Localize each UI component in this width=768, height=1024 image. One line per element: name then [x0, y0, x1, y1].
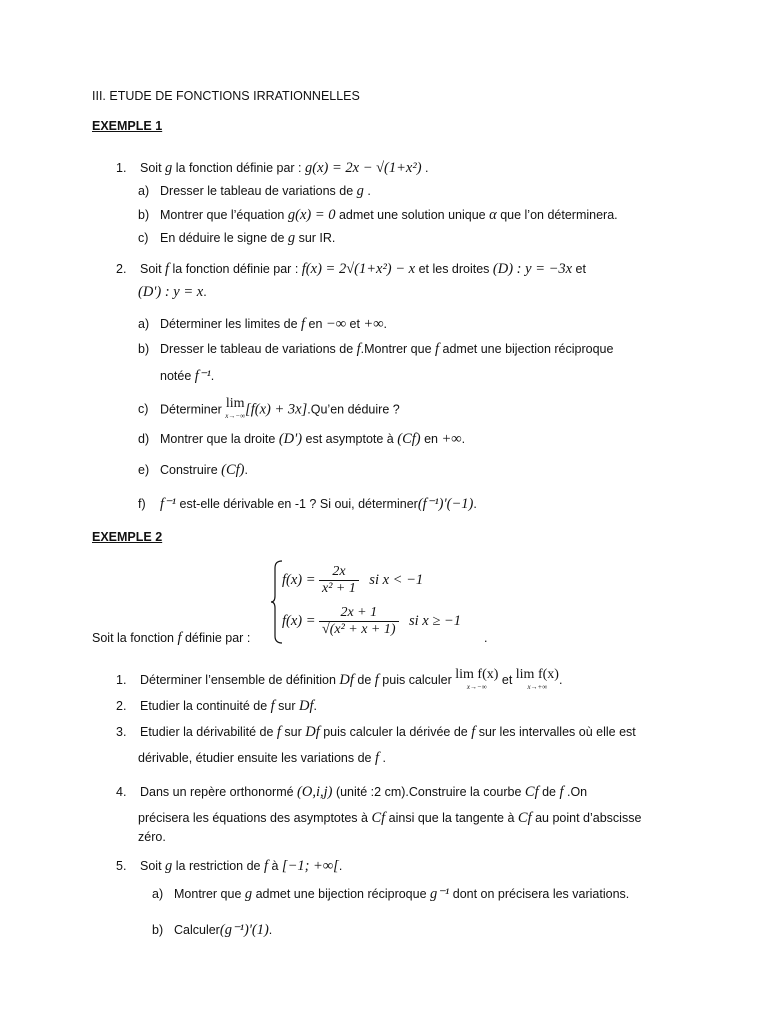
question-text: puis calculer [378, 673, 456, 687]
question-number: 2. [116, 262, 127, 276]
lim-subscript: x→+∞ [527, 682, 548, 691]
fraction-denominator: √(x² + x + 1) [319, 621, 399, 638]
ex1-question-2 [116, 261, 586, 277]
question-text: Etudier la dérivabilité de [140, 725, 277, 739]
item-text: . [244, 463, 248, 477]
ex1-q2-item-a [138, 316, 387, 332]
ex1-q2-line-d-prime [138, 284, 207, 300]
item-text: admet une bijection réciproque [252, 887, 431, 901]
question-text: . [421, 161, 429, 175]
item-text: . [363, 184, 371, 198]
lim-operator: lim f(x) [515, 666, 559, 682]
item-letter: b) [138, 208, 150, 222]
math-interval: [−1; +∞[ [281, 858, 339, 874]
math-symbol: Df [339, 672, 354, 688]
math-symbol: g [356, 183, 364, 199]
question-text: . [558, 673, 563, 687]
question-text: Soit [140, 859, 166, 873]
item-text: En déduire le signe de [160, 231, 288, 245]
ex2-question-2 [116, 698, 317, 714]
math-symbol: g⁻¹ [430, 886, 450, 902]
math-symbol: f [374, 672, 379, 688]
question-text: (unité :2 cm).Construire la courbe [332, 785, 525, 799]
ex2-question-4-line3: zéro. [138, 830, 166, 844]
fraction-numerator: 2x [332, 564, 346, 580]
question-text: de [353, 673, 375, 687]
math-symbol: −∞ [325, 316, 347, 332]
item-text: .Montrer que [360, 342, 436, 356]
item-letter: d) [138, 432, 150, 446]
question-number: 4. [116, 785, 127, 799]
fraction-denominator: x² + 1 [319, 580, 359, 597]
item-letter: f) [138, 497, 146, 511]
formula-f: f(x) = 2√(1+x²) − x [301, 261, 416, 277]
math-expression: [f(x) + 3x] [245, 401, 308, 418]
question-text: ainsi que la tangente à [385, 811, 518, 825]
math-symbol: Df [298, 698, 314, 714]
question-text: précisera les équations des asymptotes à [138, 811, 372, 825]
ex2-question-5 [116, 858, 342, 874]
item-text: est asymptote à [302, 432, 398, 446]
ex2-definition [92, 630, 250, 646]
math-symbol: g [165, 858, 173, 874]
math-symbol: g [165, 160, 173, 176]
math-expression: (O,i,j) [297, 784, 333, 800]
lim-subscript: x→−∞ [225, 412, 246, 420]
ex1-q1-item-c [138, 230, 335, 246]
question-text: au point d’abscisse [531, 811, 642, 825]
ex2-definition-end: . [484, 631, 488, 645]
math-equation: g(x) = 0 [287, 207, 336, 223]
line-d-prime-equation: (D') : y = x [138, 284, 204, 300]
question-text: sur les intervalles où elle est [475, 725, 636, 739]
math-symbol: f [356, 341, 361, 357]
ex2-q5-item-b [152, 922, 272, 938]
question-number: 1. [116, 161, 127, 175]
math-symbol: Df [305, 724, 320, 740]
math-symbol: f [471, 724, 476, 740]
math-symbol: +∞ [363, 316, 384, 332]
ex1-question-1 [116, 160, 428, 176]
math-symbol: Cf [524, 784, 539, 800]
question-text: Etudier la continuité de [140, 699, 271, 713]
formula-g: g(x) = 2x − √(1+x²) [305, 160, 422, 176]
math-symbol: g [244, 886, 253, 902]
item-text: admet une bijection réciproque [439, 342, 614, 356]
case-lhs: f(x) = [282, 613, 316, 629]
ex2-question-4 [116, 784, 587, 800]
item-text: . [210, 369, 215, 383]
fraction [319, 605, 399, 638]
lim-operator: lim [225, 396, 245, 411]
item-text: sur IR. [295, 231, 336, 245]
question-text: .On [563, 785, 588, 799]
example-2-title: EXEMPLE 2 [92, 530, 163, 544]
ex2-q5-item-a [152, 886, 629, 902]
item-letter: a) [138, 317, 150, 331]
question-text: . [338, 859, 343, 873]
math-symbol: f [270, 698, 275, 714]
question-text: sur [280, 725, 306, 739]
math-symbol: (Cf) [397, 431, 421, 447]
lim-subscript: x→−∞ [466, 682, 487, 691]
line-d-equation: (D) : y = −3x [492, 261, 573, 277]
ex1-q2-item-e [138, 462, 248, 478]
math-symbol: f [263, 858, 269, 874]
limit-expression [515, 666, 559, 693]
item-letter: a) [152, 887, 164, 901]
ex1-q2-item-f [138, 496, 477, 512]
item-text: dont on précisera les variations. [449, 887, 630, 901]
ex1-q2-item-b [138, 341, 613, 357]
item-text: et [346, 317, 364, 331]
question-text: et [572, 262, 586, 276]
question-text: la fonction définie par : [169, 262, 302, 276]
question-text: et les droites [415, 262, 493, 276]
item-text: en [420, 432, 442, 446]
ex2-question-1 [116, 668, 562, 692]
math-symbol: f [276, 724, 281, 740]
question-text: . [378, 751, 386, 765]
lim-operator: lim f(x) [455, 666, 499, 682]
item-text: Dresser le tableau de variations de [160, 184, 357, 198]
item-text: notée [160, 369, 195, 383]
ex2-question-3 [116, 724, 636, 740]
math-symbol: f⁻¹ [160, 496, 177, 512]
question-text: à [268, 859, 282, 873]
item-letter: b) [152, 923, 164, 937]
question-number: 3. [116, 725, 127, 739]
math-symbol: f [177, 630, 182, 646]
question-text: Déterminer l’ensemble de définition [140, 673, 340, 687]
case-lhs: f(x) = [282, 572, 316, 588]
question-text: Dans un repère orthonormé [140, 785, 298, 799]
question-text: . [203, 285, 207, 299]
math-symbol: f⁻¹ [194, 368, 211, 384]
math-expression: (f⁻¹)'(−1) [417, 496, 474, 512]
definition-text: Soit la fonction [92, 631, 178, 645]
piecewise-case-1 [282, 562, 423, 598]
example-1-title: EXEMPLE 1 [92, 119, 163, 133]
ex1-q1-item-a [138, 183, 371, 199]
item-letter: e) [138, 463, 150, 477]
item-text: que l’on déterminera. [496, 208, 618, 222]
fraction-numerator: 2x + 1 [340, 605, 378, 621]
item-text: Déterminer les limites de [160, 317, 302, 331]
case-condition: si x < −1 [369, 572, 424, 588]
question-text: la fonction définie par : [172, 161, 305, 175]
limit-expression [225, 398, 245, 422]
question-text: puis calculer la dérivée de [319, 725, 472, 739]
question-text: sur [274, 699, 299, 713]
item-text: Calculer [174, 923, 220, 937]
item-text: est-elle dérivable en -1 ? Si oui, déterminer [176, 497, 418, 511]
item-text: admet une solution unique [335, 208, 490, 222]
math-symbol: Cf [371, 810, 386, 826]
math-symbol: g [287, 230, 296, 246]
item-text: Montrer que [174, 887, 245, 901]
item-text: Montrer que l’équation [160, 208, 288, 222]
question-text: Soit [140, 161, 166, 175]
ex2-question-3-line2 [138, 750, 386, 766]
ex2-question-4-line2 [138, 810, 641, 826]
math-symbol: f [165, 261, 170, 277]
item-text: Construire [160, 463, 222, 477]
math-symbol: (Cf) [221, 462, 245, 478]
fraction [319, 564, 359, 597]
item-text: . [383, 317, 388, 331]
item-text: . [473, 497, 477, 511]
item-text: .Qu’en déduire ? [307, 402, 400, 417]
item-text: en [305, 317, 326, 331]
math-symbol: f [301, 316, 306, 332]
question-number: 1. [116, 673, 127, 687]
piecewise-case-2 [282, 602, 461, 640]
question-text: dérivable, étudier ensuite les variations de [138, 751, 375, 765]
ex1-q2-item-b-line2 [160, 368, 214, 384]
item-text: Montrer que la droite [160, 432, 279, 446]
math-symbol: f [559, 784, 564, 800]
item-letter: b) [138, 342, 150, 356]
math-symbol: +∞ [441, 431, 462, 447]
definition-text: définie par : [181, 631, 251, 645]
item-text: . [268, 923, 273, 937]
math-symbol: (D') [278, 431, 303, 447]
question-text: . [313, 699, 317, 713]
math-symbol: Cf [517, 810, 532, 826]
question-number: 5. [116, 859, 127, 873]
item-letter: c) [138, 402, 149, 417]
case-condition: si x ≥ −1 [408, 613, 461, 629]
math-symbol: f [435, 341, 440, 357]
math-expression: (g⁻¹)'(1) [219, 922, 269, 938]
question-text: Soit [140, 262, 166, 276]
question-text: de [538, 785, 560, 799]
section-title: III. ETUDE DE FONCTIONS IRRATIONNELLES [92, 89, 360, 103]
item-text: . [461, 432, 466, 446]
math-symbol: f [374, 750, 379, 766]
ex1-q2-item-d [138, 431, 465, 447]
question-text: la restriction de [172, 859, 264, 873]
question-number: 2. [116, 699, 127, 713]
item-text: Déterminer [160, 402, 226, 417]
item-letter: a) [138, 184, 150, 198]
math-symbol: α [489, 207, 497, 223]
item-text: Dresser le tableau de variations de [160, 342, 357, 356]
ex1-q1-item-b [138, 207, 618, 223]
ex1-q2-item-c [138, 398, 400, 420]
limit-expression [455, 666, 499, 693]
question-text: et [498, 673, 516, 687]
item-letter: c) [138, 231, 149, 245]
